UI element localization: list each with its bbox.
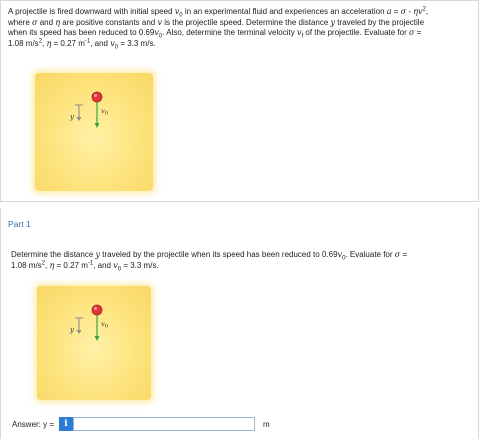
answer-row	[12, 417, 270, 431]
y-axis-arrowhead	[77, 117, 82, 121]
part-1-question: Determine the distance y traveled by the projectile when its speed has been reduced to $0.69v_0$. Evaluate for σ = 1.08 $m/s^2$, η = 0.27 $m^{-1}$, and $v_0 = 3.3$ m/s.	[11, 250, 408, 273]
answer-label: Answer: y =	[12, 419, 55, 429]
y-axis-arrowhead	[77, 330, 82, 334]
v0-label: $v_0$	[101, 320, 108, 330]
info-icon[interactable]: i	[59, 417, 73, 431]
problem-statement: A projectile is fired downward with initial speed $v_0$ in an experimental fluid and experiences an acceleration $a = \sigma - \eta v^2$, where σ and η are positive constants and v is the projectile speed. Determine the distance y traveled by the projectile when its speed has been reduced to $0.69v_0$. Also, determine the terminal velocity $v_f$ of the projectile. Evaluate for σ = 1.08 $m/s^2$, η = 0.27 $m^{-1}$, and $v_0 = 3.3$ m/s.	[8, 6, 429, 51]
answer-unit: m	[263, 419, 270, 429]
answer-input[interactable]	[73, 417, 255, 431]
projectile-figure	[35, 73, 153, 191]
ball-highlight	[94, 94, 97, 97]
v0-label: $v_0$	[101, 107, 108, 117]
velocity-arrowhead	[95, 123, 100, 128]
part-1-header	[0, 208, 479, 240]
problem-panel	[0, 0, 479, 202]
projectile-ball	[92, 305, 102, 315]
projectile-ball	[92, 92, 102, 102]
ball-highlight	[94, 307, 97, 310]
part-1-diagram	[37, 286, 151, 400]
velocity-arrowhead	[95, 336, 100, 341]
part-1-figure	[37, 286, 151, 400]
y-axis-label: y	[70, 326, 74, 334]
projectile-diagram	[35, 73, 153, 191]
y-axis-label: y	[70, 113, 74, 121]
part-1-label: Part 1	[8, 219, 31, 229]
